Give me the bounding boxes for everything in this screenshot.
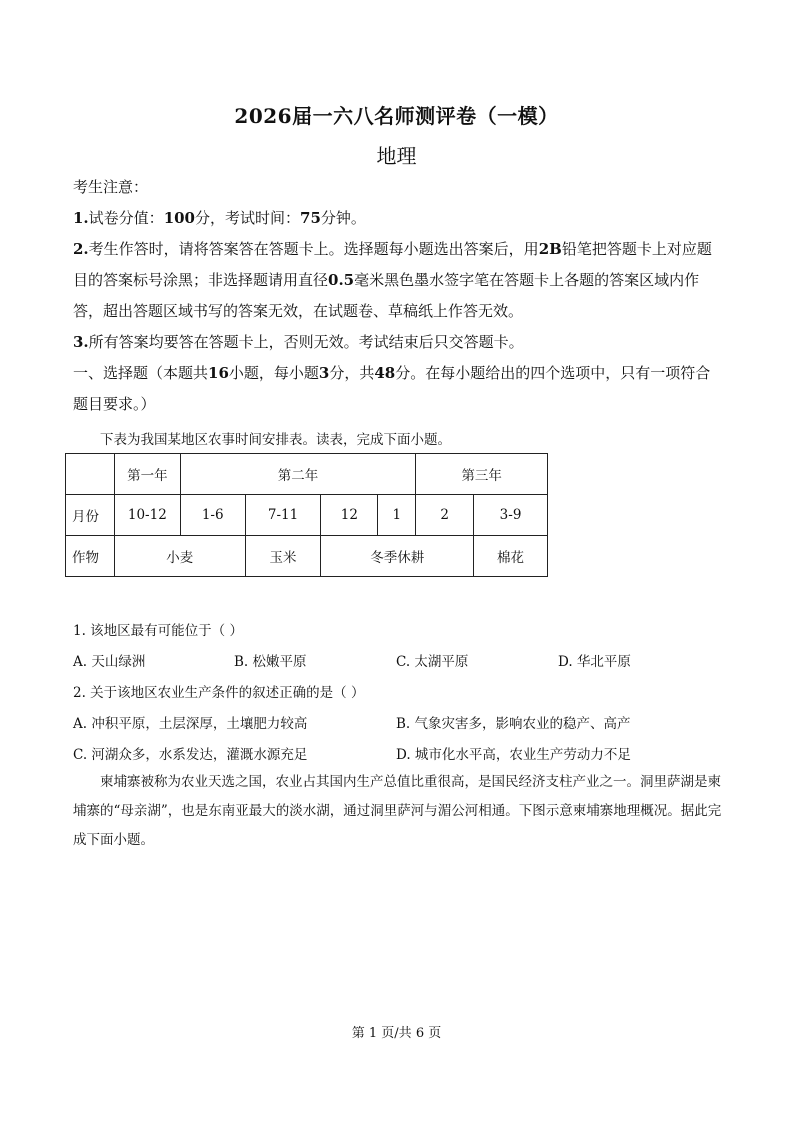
table-cell-month: 10-12 bbox=[114, 495, 180, 536]
notice-item-3 bbox=[73, 327, 723, 358]
table-cell-month: 7-11 bbox=[245, 495, 321, 536]
notice-item-2-num: 2. bbox=[73, 240, 89, 258]
section-text-b: 小题，每小题 bbox=[228, 364, 319, 382]
notice-heading: 考生注意： bbox=[73, 178, 149, 196]
table-cell-empty bbox=[66, 454, 115, 495]
section-total: 48 bbox=[374, 364, 396, 382]
table-row bbox=[66, 536, 548, 577]
table-cell-crop: 棉花 bbox=[474, 536, 548, 577]
question-2-option-d: D. 城市化水平高，农业生产劳动力不足 bbox=[396, 747, 631, 763]
notice-score: 100 bbox=[163, 209, 195, 227]
page-footer: 第 1 页/共 6 页 bbox=[351, 1026, 442, 1041]
table-intro: 下表为我国某地区农事时间安排表。读表，完成下面小题。 bbox=[100, 432, 451, 448]
question-2-option-a: A. 冲积平原，土层深厚，土壤肥力较高 bbox=[73, 716, 308, 732]
question-1-stem: 1. 该地区最有可能位于（ ） bbox=[73, 623, 243, 639]
table-row-label-month: 月份 bbox=[66, 495, 115, 536]
table-row-label-crop: 作物 bbox=[66, 536, 115, 577]
question-1-option-b: B. 松嫩平原 bbox=[234, 654, 307, 670]
section-text-c: 分，共 bbox=[329, 364, 375, 382]
notice-item-1-num: 1. bbox=[73, 209, 89, 227]
question-2-stem: 2. 关于该地区农业生产条件的叙述正确的是（ ） bbox=[73, 685, 365, 701]
notice-pencil: 2B bbox=[538, 240, 562, 258]
notice-item-2-text-a: 考生作答时，请将答案答在答题卡上。选择题每小题选出答案后，用 bbox=[88, 240, 539, 258]
table-header-year2: 第二年 bbox=[180, 454, 415, 495]
subject-title: 地理 bbox=[376, 144, 417, 168]
notice-item-3-num: 3. bbox=[73, 333, 89, 351]
table-cell-crop: 玉米 bbox=[245, 536, 321, 577]
section-text-d: 分。在每小题给出的四个选项中，只有一项符合题目要求。） bbox=[73, 364, 711, 413]
table-cell-month: 12 bbox=[321, 495, 378, 536]
table-cell-month: 3-9 bbox=[474, 495, 548, 536]
farming-schedule-table bbox=[65, 453, 548, 577]
notice-item-1-text-c: 分钟。 bbox=[320, 209, 366, 227]
table-header-year3: 第三年 bbox=[416, 454, 548, 495]
notice-item-2-text-b: 铅笔把答题卡上对应题目的答案标号涂黑；非选择题请用直径 bbox=[73, 240, 712, 289]
notice-item-3-text: 所有答案均要答在答题卡上，否则无效。考试结束后只交答题卡。 bbox=[88, 333, 524, 351]
notice-item-1-text-b: 分，考试时间： bbox=[195, 209, 301, 227]
table-cell-crop: 小麦 bbox=[114, 536, 245, 577]
notice-time: 75 bbox=[300, 209, 321, 227]
question-1-option-d: D. 华北平原 bbox=[558, 654, 631, 670]
table-cell-month: 1-6 bbox=[180, 495, 245, 536]
notice-item-2 bbox=[73, 234, 723, 327]
question-2-option-b: B. 气象灾害多，影响农业的稳产、高产 bbox=[396, 716, 631, 732]
table-cell-crop: 冬季休耕 bbox=[321, 536, 474, 577]
table-header-year1: 第一年 bbox=[114, 454, 180, 495]
question-1-option-c: C. 太湖平原 bbox=[396, 654, 469, 670]
notice-item-2-text-c: 毫米黑色墨水签字笔在答题卡上各题的答案区域内作答，超出答题区域书写的答案无效，在试题卷、草稿纸上作答无效。 bbox=[73, 271, 700, 320]
exam-title-text: 届一六八名师测评卷（一模） bbox=[292, 104, 559, 128]
exam-title bbox=[0, 100, 793, 129]
exam-notice bbox=[73, 172, 723, 358]
notice-item-1 bbox=[73, 203, 723, 234]
table-cell-month: 1 bbox=[378, 495, 416, 536]
table-row bbox=[66, 454, 548, 495]
reading-passage: 柬埔寨被称为农业天选之国，农业占其国内生产总值比重很高，是国民经济支柱产业之一。洞里萨湖是柬埔寨的“母亲湖”，也是东南亚最大的淡水湖，通过洞里萨河与湄公河相通。下图示意柬埔寨地理概况。据此完成下面小题。 bbox=[73, 774, 722, 848]
section-each: 3 bbox=[318, 364, 330, 382]
table-cell-month: 2 bbox=[416, 495, 474, 536]
question-2-option-c: C. 河湖众多，水系发达，灌溉水源充足 bbox=[73, 747, 308, 763]
table-row bbox=[66, 495, 548, 536]
section-count: 16 bbox=[208, 364, 229, 382]
section-heading bbox=[73, 358, 723, 420]
notice-item-1-text-a: 试卷分值： bbox=[88, 209, 164, 227]
question-1-option-a: A. 天山绿洲 bbox=[73, 654, 146, 670]
exam-title-year: 2026 bbox=[234, 104, 293, 128]
notice-pen: 0.5 bbox=[328, 271, 355, 289]
section-text-a: 一、选择题（本题共 bbox=[73, 364, 209, 382]
